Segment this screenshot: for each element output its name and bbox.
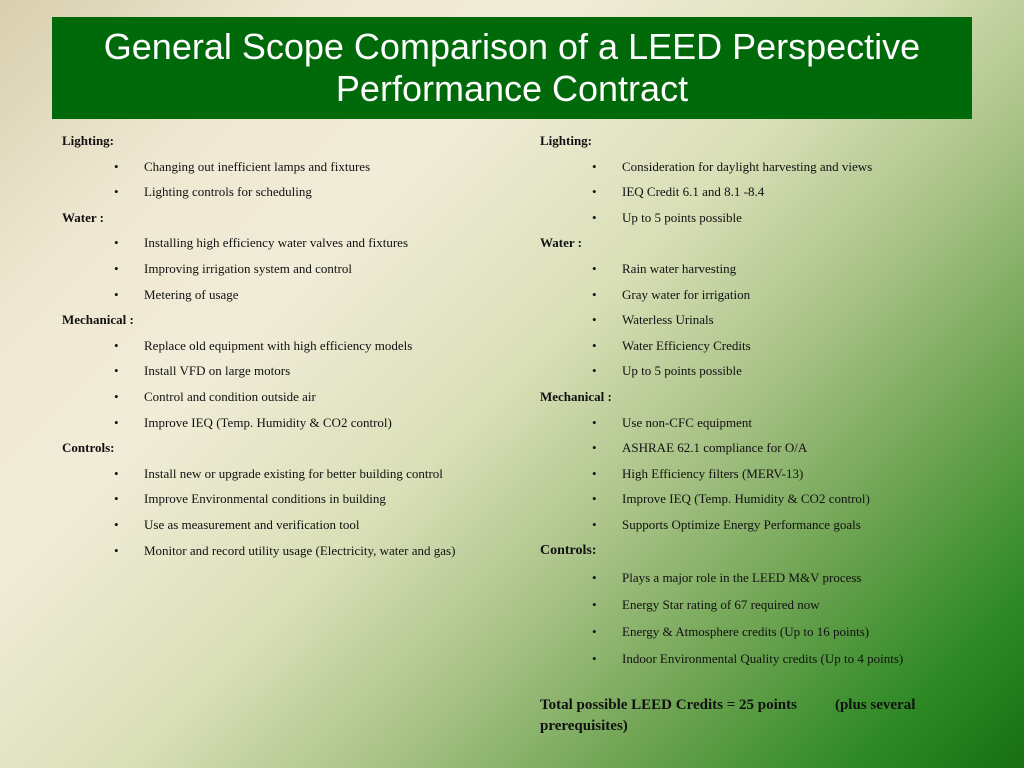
bullet-icon: • (592, 491, 597, 507)
section-heading: Water : (540, 235, 582, 251)
list-item: • Improving irrigation system and control (114, 260, 352, 276)
list-item: • Energy & Atmosphere credits (Up to 16 points) (592, 623, 870, 639)
section-heading: Controls: (62, 440, 115, 456)
right-controls-section (540, 543, 920, 692)
bullet-icon: • (592, 650, 597, 666)
section-heading: Mechanical : (62, 312, 134, 328)
list-item: • Up to 5 points possible (592, 363, 742, 379)
right-mechanical-section (540, 389, 920, 543)
section-heading: Controls: (540, 542, 597, 558)
bullet-icon: • (114, 491, 119, 507)
bullet-icon: • (114, 260, 119, 276)
list-item: • Improve IEQ (Temp. Humidity & CO2 control) (114, 414, 392, 430)
list-item: • IEQ Credit 6.1 and 8.1 -8.4 (592, 184, 765, 200)
list-item: • Installing high efficiency water valves and fixtures (114, 235, 409, 251)
list-item: • Install VFD on large motors (114, 363, 291, 379)
list-item: • Use as measurement and verification tool (114, 516, 360, 532)
list-item: • Plays a major role in the LEED M&V process (592, 569, 862, 585)
list-item: • Install new or upgrade existing for better building control (114, 465, 443, 481)
list-item: • ASHRAE 62.1 compliance for O/A (592, 440, 808, 456)
section-heading: Water : (62, 209, 104, 225)
list-item: • Consideration for daylight harvesting and views (592, 158, 873, 174)
list-item: • Water Efficiency Credits (592, 337, 751, 353)
section-heading: Mechanical : (540, 388, 612, 404)
bullet-icon: • (592, 209, 597, 225)
bullet-icon: • (114, 337, 119, 353)
bullet-icon: • (592, 286, 597, 302)
bullet-icon: • (592, 596, 597, 612)
total-credits (540, 695, 920, 737)
bullet-icon: • (114, 363, 119, 379)
left-column (62, 133, 502, 568)
bullet-icon: • (114, 465, 119, 481)
list-item: • Up to 5 points possible (592, 209, 742, 225)
bullet-icon: • (592, 184, 597, 200)
list-item: • Control and condition outside air (114, 388, 316, 404)
right-lighting-section (540, 133, 920, 235)
list-item: • High Efficiency filters (MERV-13) (592, 465, 804, 481)
bullet-icon: • (114, 158, 119, 174)
title-bar (52, 17, 972, 119)
bullet-icon: • (592, 312, 597, 328)
left-water-section (62, 210, 502, 312)
list-item: • Changing out inefficient lamps and fixtures (114, 158, 371, 174)
bullet-icon: • (592, 623, 597, 639)
bullet-icon: • (592, 516, 597, 532)
list-item: • Replace old equipment with high efficiency models (114, 337, 413, 353)
list-item: • Supports Optimize Energy Performance goals (592, 516, 861, 532)
total-credits-main: Total possible LEED Credits = 25 points (540, 696, 797, 713)
page-title: General Scope Comparison of a LEED Perspective Performance Contract (103, 26, 921, 109)
section-heading: Lighting: (62, 133, 115, 148)
left-controls-section (62, 440, 502, 568)
bullet-icon: • (114, 516, 119, 532)
bullet-icon: • (114, 542, 119, 558)
bullet-icon: • (592, 260, 597, 276)
bullet-icon: • (114, 388, 119, 404)
list-item: • Energy Star rating of 67 required now (592, 596, 820, 612)
bullet-icon: • (114, 235, 119, 251)
bullet-icon: • (114, 184, 119, 200)
bullet-icon: • (114, 286, 119, 302)
bullet-icon: • (592, 337, 597, 353)
left-lighting-section (62, 133, 502, 210)
list-item: • Indoor Environmental Quality credits (Up to 4 points) (592, 650, 904, 666)
left-mechanical-section (62, 312, 502, 440)
list-item: • Improve Environmental conditions in building (114, 491, 386, 507)
bullet-icon: • (592, 440, 597, 456)
right-column (540, 133, 920, 752)
list-item: • Monitor and record utility usage (Electricity, water and gas) (114, 542, 456, 558)
list-item: • Gray water for irrigation (592, 286, 751, 302)
bullet-icon: • (592, 363, 597, 379)
list-item: • Use non-CFC equipment (592, 414, 752, 430)
section-heading: Lighting: (540, 133, 593, 148)
bullet-icon: • (592, 465, 597, 481)
right-water-section (540, 235, 920, 389)
list-item: • Improve IEQ (Temp. Humidity & CO2 control) (592, 491, 870, 507)
list-item: • Waterless Urinals (592, 312, 714, 328)
bullet-icon: • (114, 414, 119, 430)
bullet-icon: • (592, 158, 597, 174)
total-credits-note: (plus several prerequisites) (540, 696, 916, 734)
list-item: • Rain water harvesting (592, 260, 737, 276)
list-item: • Metering of usage (114, 286, 239, 302)
bullet-icon: • (592, 414, 597, 430)
bullet-icon: • (592, 569, 597, 585)
list-item: • Lighting controls for scheduling (114, 184, 312, 200)
